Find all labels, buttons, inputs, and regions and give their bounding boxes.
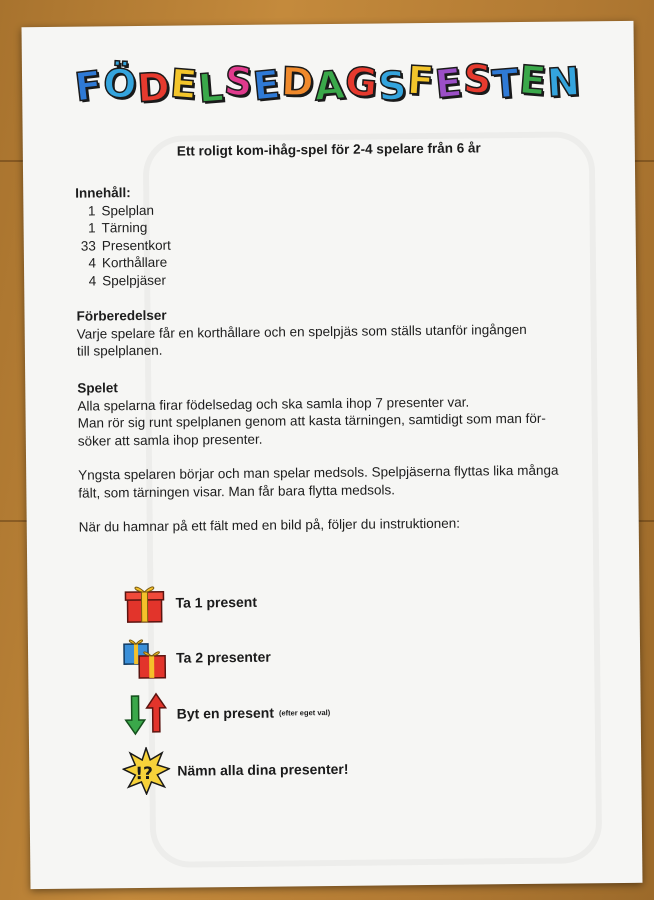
contents-item — [76, 219, 171, 237]
gameplay-line: Yngsta spelaren börjar och man spelar medsols. Spelpjäserna flyttas lika många — [78, 462, 559, 483]
preparation-line: till spelplanen. — [76, 342, 163, 359]
rule-note: (efter eget val) — [278, 707, 331, 718]
contents-item — [76, 271, 171, 289]
contents-item — [76, 254, 171, 272]
rule-label: Ta 1 present — [175, 593, 258, 611]
title-letter: Ö — [101, 61, 139, 109]
gameplay-line: fält, som tärningen visar. Man får bara flytta medsols. — [78, 481, 396, 501]
preparation-section — [76, 303, 527, 360]
title-letter: L — [196, 65, 227, 113]
title-letter: N — [545, 59, 583, 107]
contents-item-name: Korthållare — [101, 254, 168, 271]
swap-arrows-icon — [120, 691, 170, 738]
contents-item-qty: 33 — [80, 237, 96, 254]
title-letter: S — [462, 56, 493, 104]
subtitle: Ett roligt kom-ihåg-spel för 2-4 spelare från 6 år — [176, 140, 481, 159]
contents-section — [75, 184, 171, 290]
gameplay-heading: Spelet — [77, 380, 118, 396]
preparation-heading: Förberedelser — [76, 307, 167, 324]
contents-item-name: Spelplan — [101, 202, 155, 218]
rule-label: Ta 2 presenter — [176, 648, 271, 666]
gameplay-instruction-line: När du hamnar på ett fält med en bild på, följer du instruktionen: — [78, 515, 461, 535]
contents-item — [76, 236, 171, 254]
title-letter: A — [312, 62, 348, 111]
contents-item-name: Spelpjäser — [102, 272, 167, 288]
exclamation-question-burst-icon — [121, 748, 171, 795]
two-gifts-icon — [120, 635, 170, 682]
gameplay-section — [77, 375, 559, 537]
gameplay-line: Man rör sig runt spelplanen genom att kasta tärningen, samtidigt som man för- — [77, 410, 546, 431]
contents-item — [75, 201, 170, 219]
contents-item-name: Presentkort — [101, 237, 171, 253]
contents-list — [75, 201, 171, 289]
title-letter: G — [343, 59, 381, 107]
title-letter: F — [72, 63, 106, 111]
preparation-line: Varje spelare får en korthållare och en spelpjäs som ställs utanför ingången — [76, 321, 527, 342]
gameplay-line: söker att samla ihop presenter. — [77, 431, 263, 449]
gameplay-line: Alla spelarna firar födelsedag och ska samla ihop 7 presenter var. — [77, 394, 470, 414]
title-letter: E — [168, 61, 201, 109]
title-letter: E — [251, 62, 284, 110]
contents-item-qty: 1 — [87, 202, 96, 219]
game-title — [22, 56, 634, 113]
gift-icon — [119, 580, 169, 627]
title-letter: T — [490, 61, 522, 109]
svg-text:!?: !? — [135, 763, 154, 785]
rule-label: Byt en present — [176, 704, 275, 722]
title-letter: D — [135, 64, 173, 112]
rule-row — [120, 689, 330, 737]
title-letter: S — [222, 58, 256, 107]
title-letter: F — [406, 58, 437, 105]
contents-item-qty: 4 — [88, 272, 97, 289]
contents-item-qty: 4 — [88, 255, 97, 271]
title-letter: D — [280, 59, 316, 107]
title-letter: E — [517, 57, 549, 105]
contents-item-qty: 1 — [88, 220, 96, 236]
instruction-sheet — [22, 21, 643, 889]
rule-label: Nämn alla dina presenter! — [177, 760, 349, 779]
title-letter: S — [377, 63, 410, 111]
title-letter: E — [433, 60, 466, 108]
rule-row — [121, 746, 349, 794]
rule-row — [119, 579, 257, 626]
contents-heading: Innehåll: — [75, 185, 131, 201]
rule-row — [120, 634, 271, 682]
contents-item-name: Tärning — [101, 219, 148, 236]
